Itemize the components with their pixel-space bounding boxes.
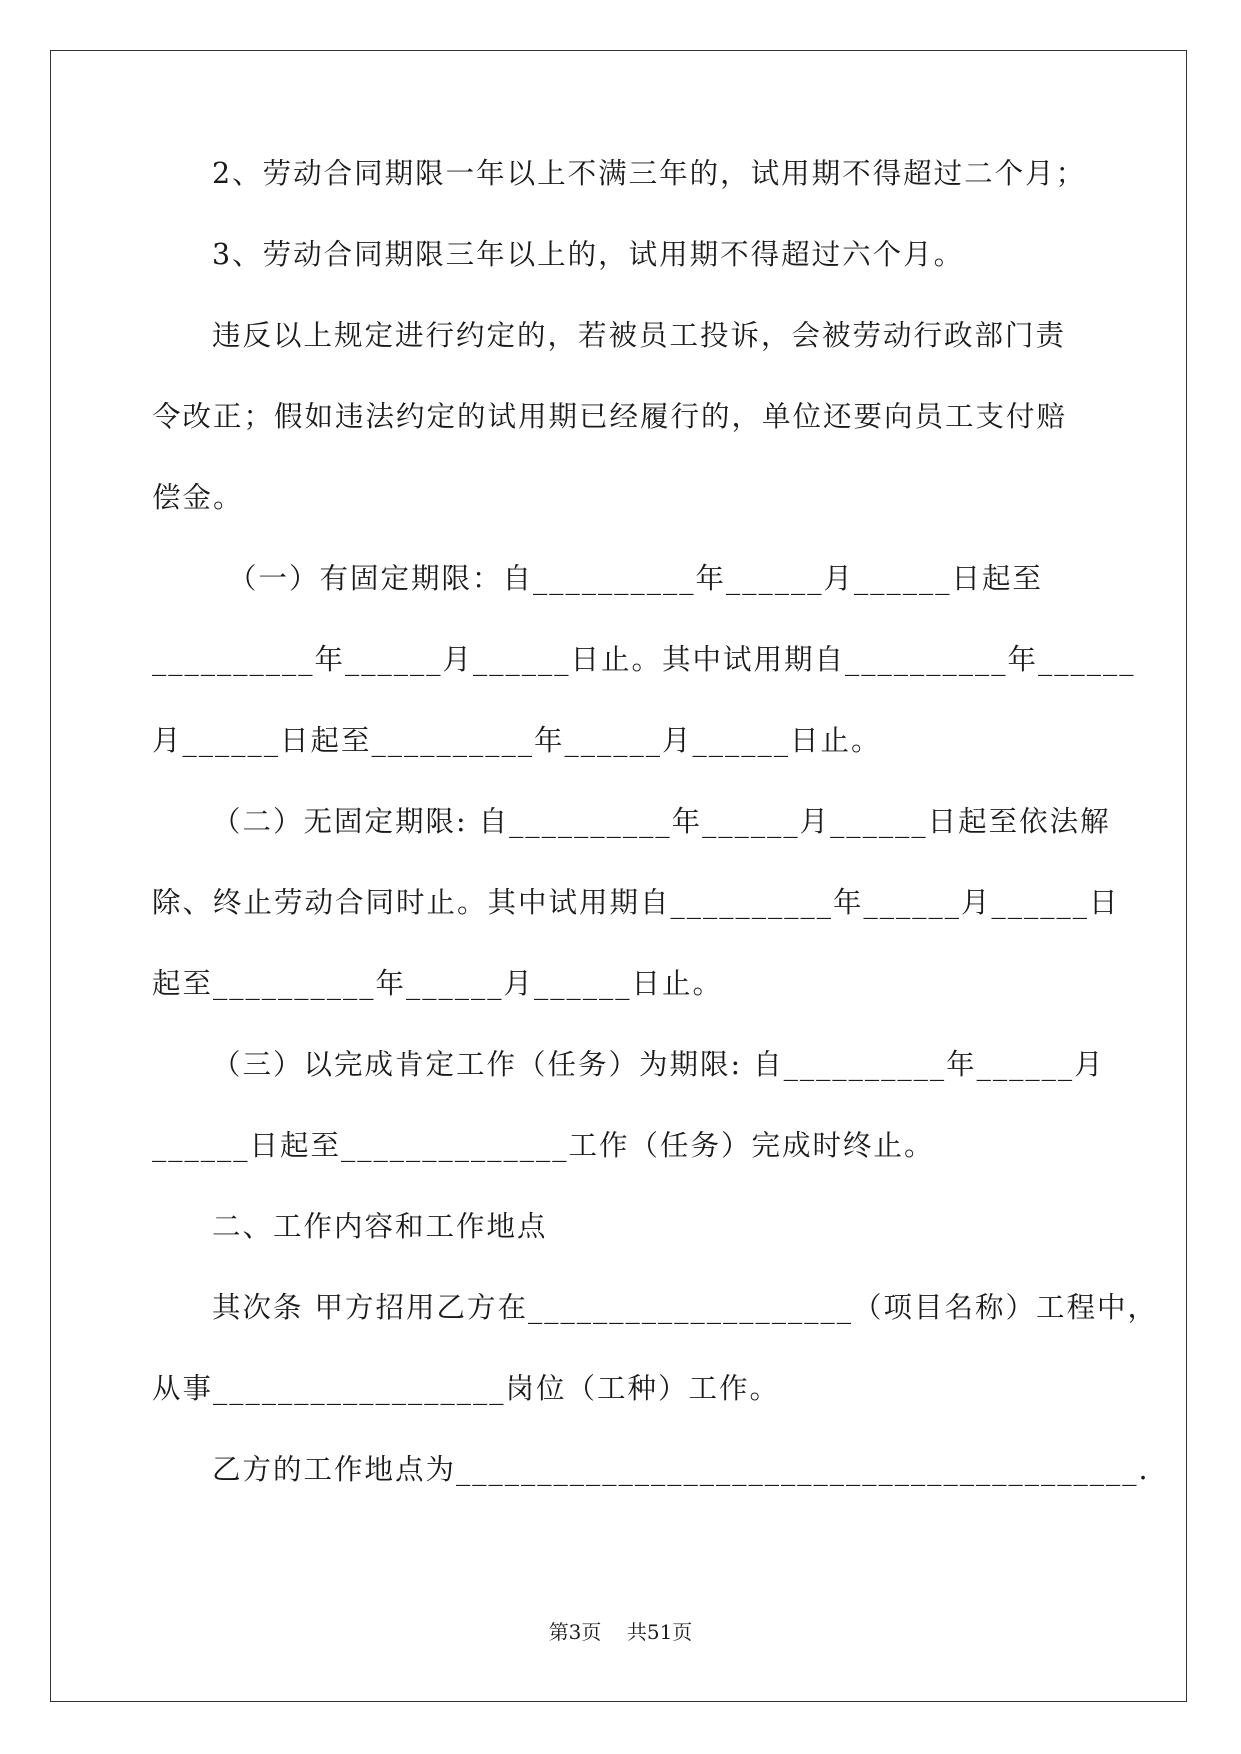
paragraph-violation-consequences: [152, 295, 1092, 538]
paragraph-open-ended-term: [152, 781, 1120, 1024]
text-line: 2、劳动合同期限一年以上不满三年的，试用期不得超过二个月；: [212, 157, 1087, 190]
text-line: （一）有固定期限：自__________年______月______日起至: [228, 562, 1044, 595]
text-line: 3、劳动合同期限三年以上的，试用期不得超过六个月。: [212, 238, 965, 271]
text-line: 令改正；假如违法约定的试用期已经履行的，单位还要向员工支付赔: [152, 400, 1068, 433]
text-line: 起至__________年______月______日止。: [152, 967, 724, 1000]
page-total: 共51页: [626, 1620, 693, 1644]
text-line: 乙方的工作地点为__________________________________________.: [212, 1453, 1150, 1486]
text-line: 偿金。: [152, 481, 244, 514]
section-heading-work-content-location: [152, 1186, 1092, 1267]
paragraph-task-based-term: [152, 1024, 1105, 1186]
text-line: 月______日起至__________年______月______日止。: [152, 724, 882, 757]
page-footer: [0, 1620, 1241, 1644]
text-line: ______日起至______________工作（任务）完成时终止。: [152, 1129, 935, 1162]
text-line: __________年______月______日止。其中试用期自__________年______: [152, 643, 1136, 676]
text-line: 违反以上规定进行约定的，若被员工投诉，会被劳动行政部门责: [212, 319, 1067, 352]
paragraph-employment-project: [152, 1267, 1159, 1429]
paragraph-probation-three-years-plus: [152, 214, 1092, 295]
text-line: （三）以完成肯定工作（任务）为期限: 自__________年______月: [212, 1048, 1105, 1081]
paragraph-fixed-term: [152, 538, 1136, 781]
paragraph-probation-one-to-three-years: [152, 133, 1092, 214]
text-line: 从事__________________岗位（工种）工作。: [152, 1372, 781, 1405]
page-number: 第3页: [548, 1620, 602, 1644]
text-line: 其次条 甲方招用乙方在____________________（项目名称）工程中，: [212, 1291, 1159, 1324]
text-line: （二）无固定期限: 自__________年______月______日起至依法解: [212, 805, 1111, 838]
text-line: 除、终止劳动合同时止。其中试用期自__________年______月______日: [152, 886, 1120, 919]
paragraph-work-location: [152, 1429, 1150, 1510]
text-line: 二、工作内容和工作地点: [212, 1210, 548, 1243]
